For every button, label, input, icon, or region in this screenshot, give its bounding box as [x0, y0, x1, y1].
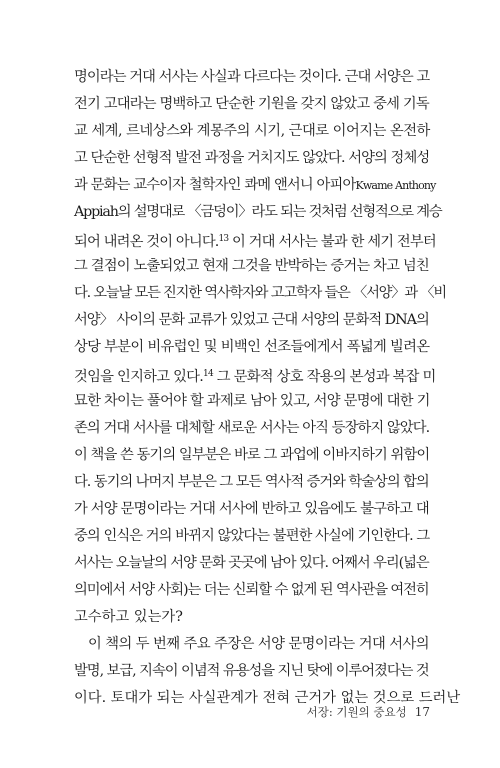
text-line: 고수하고 있는가?	[74, 609, 183, 625]
text-line	[74, 365, 436, 385]
text-line: 다. 동기의 나머지 부분은 그 모든 역사적 증거와 학술상의 합의	[74, 474, 429, 490]
text-fragment: 되어 내려온 것이 아니다.	[74, 234, 219, 250]
text-fragment: 과 문화는 교수이자 철학자인 콰메 앤서니 아피아	[74, 177, 356, 193]
text-line	[74, 230, 436, 250]
text-line: 상당 부분이 비유럽인 및 비백인 선조들에게서 폭넓게 빌려온	[74, 339, 430, 355]
page-number: 17	[414, 705, 430, 719]
text-line: 묘한 차이는 풀어야 할 과제로 남아 있고, 서양 문명에 대한 기	[74, 393, 430, 409]
text-line: 서사는 오늘날의 서양 문화 곳곳에 남아 있다. 어째서 우리(넓은	[74, 555, 429, 571]
text-line: 존의 거대 서사를 대체할 새로운 서사는 아직 등장하지 않았다.	[74, 420, 430, 436]
text-fragment: 그 문화적 상호 작용의 본성과 복잡 미	[212, 369, 436, 385]
footnote-marker: 13	[218, 234, 229, 244]
footnote-marker: 14	[203, 369, 213, 379]
text-line: 발명, 보급, 지속이 이념적 유용성을 지닌 탓에 이루어졌다는 것	[74, 663, 429, 679]
text-fragment: 이 거대 서사는 불과 한 세기 전부터	[228, 234, 436, 250]
text-line: Appiah의 설명대로 〈금덩이〉라도 되는 것처럼 선형적으로 계승	[74, 204, 442, 220]
text-line: 중의 인식은 거의 바뀌지 않았다는 불편한 사실에 기인한다. 그	[74, 528, 430, 544]
text-line	[74, 176, 436, 194]
text-line: 교 세계, 르네상스와 계몽주의 시기, 근대로 이어지는 온전하	[74, 123, 430, 139]
text-line: 가 서양 문명이라는 거대 서사에 반하고 있음에도 불구하고 대	[74, 501, 429, 517]
running-head: 서장: 기원의 중요성	[306, 705, 407, 719]
text-line: 다. 오늘날 모든 진지한 역사학자와 고고학자 들은 〈서양〉과 〈비	[74, 285, 447, 301]
text-line: 이 책을 쓴 동기의 일부분은 바로 그 과업에 이바지하기 위함이	[74, 447, 430, 463]
page-footer	[300, 704, 430, 720]
text-line: 명이라는 거대 서사는 사실과 다르다는 것이다. 근대 서양은 고	[74, 69, 430, 85]
text-line: 고 단순한 선형적 발전 과정을 거치지도 않았다. 서양의 정체성	[74, 150, 430, 166]
text-line: 이다. 토대가 되는 사실관계가 전혀 근거가 없는 것으로 드러난	[74, 690, 461, 706]
text-line: 전기 고대라는 명백하고 단순한 기원을 갖지 않았고 중세 기독	[74, 96, 429, 112]
text-line: 의미에서 서양 사회)는 더는 신뢰할 수 없게 된 역사관을 여전히	[74, 582, 429, 598]
paragraph-first-line: 이 책의 두 번째 주요 주장은 서양 문명이라는 거대 서사의	[88, 636, 429, 652]
text-fragment: 것임을 인지하고 있다.	[74, 369, 203, 385]
text-line: 서양〉 사이의 문화 교류가 있었고 근대 서양의 문화적 DNA의	[74, 312, 429, 328]
author-name-en: Kwame Anthony	[355, 179, 436, 192]
text-line: 그 결점이 노출되었고 현재 그것을 반박하는 증거는 차고 넘친	[74, 258, 429, 274]
